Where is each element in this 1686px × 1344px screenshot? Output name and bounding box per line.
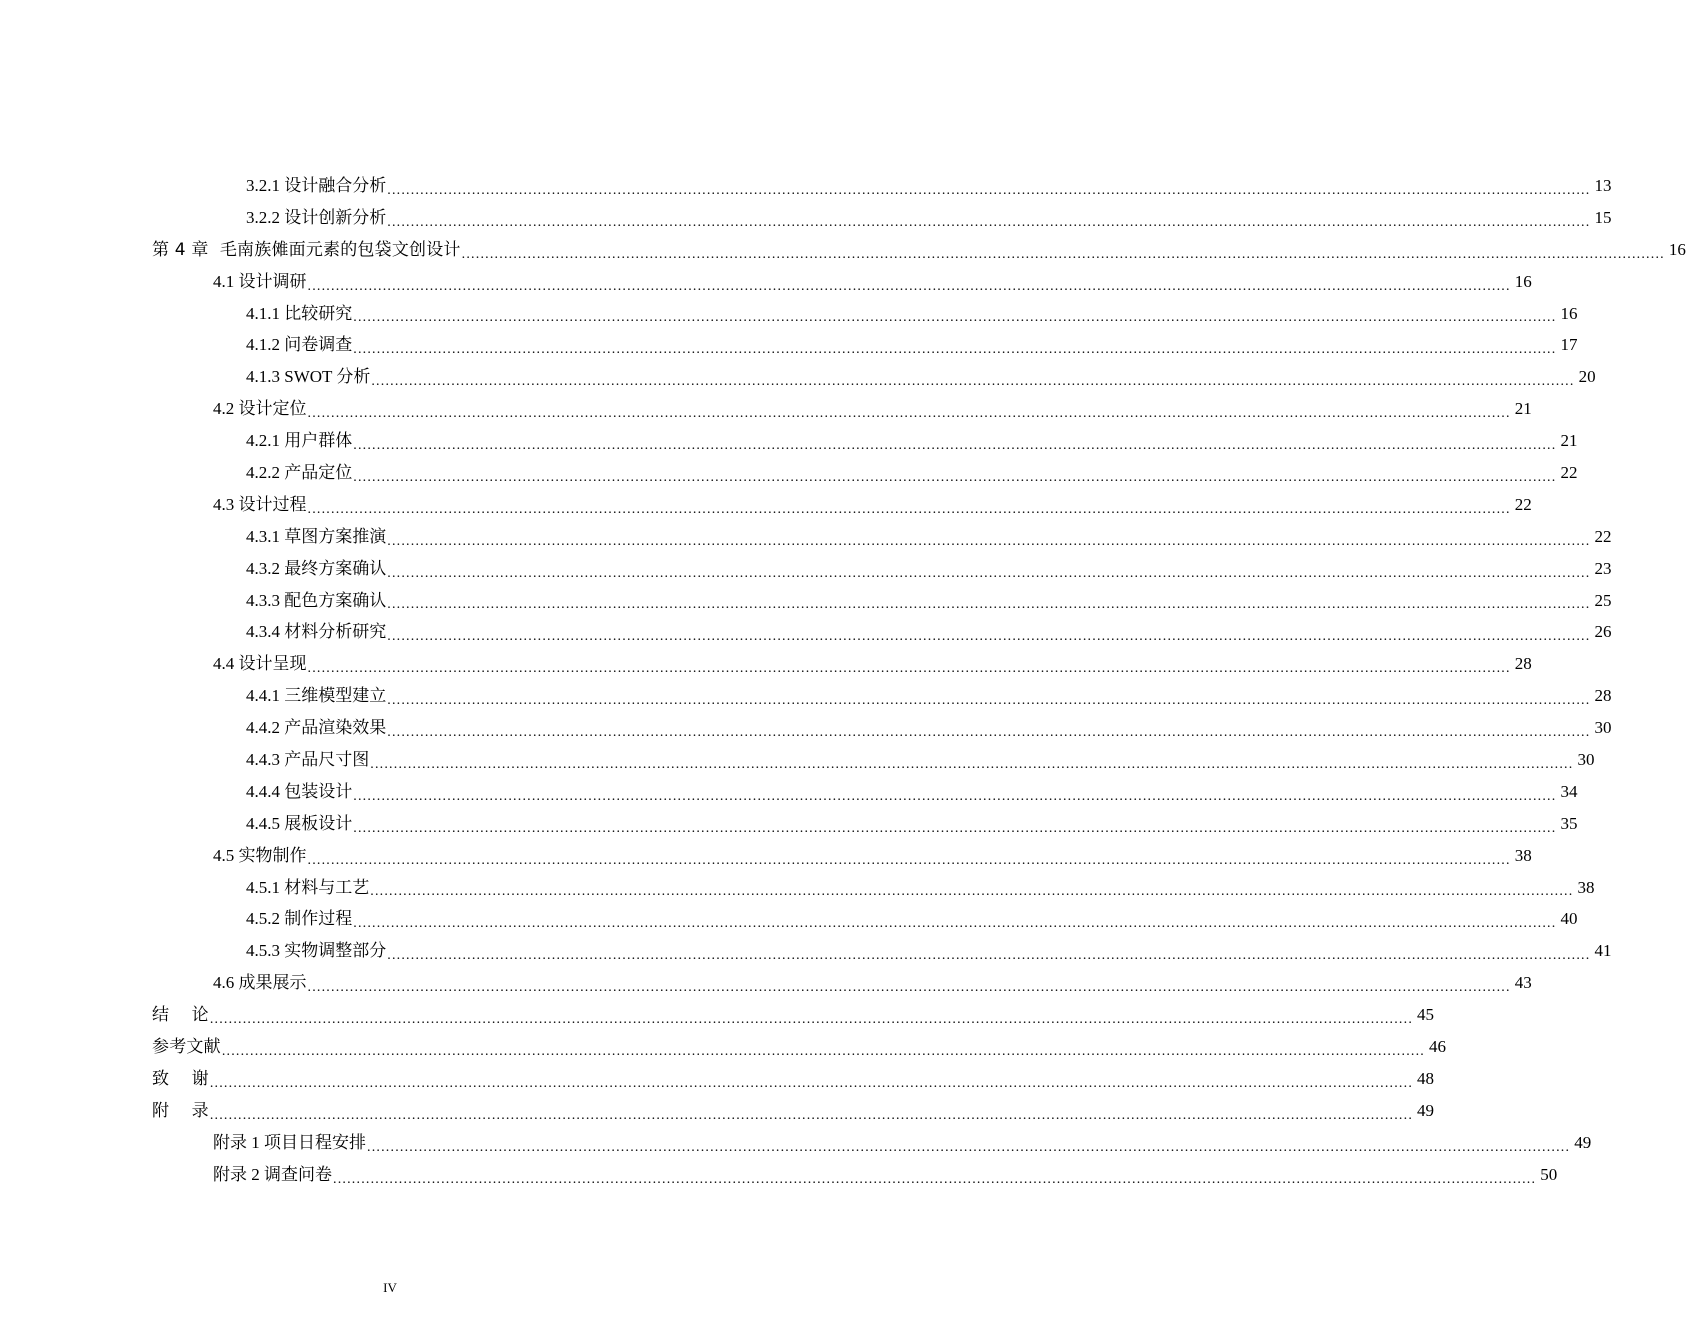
toc-entry-title: 参考文献 — [152, 1036, 221, 1057]
toc-entry-page: 25 — [1594, 590, 1612, 610]
toc-entry[interactable] — [0, 680, 1612, 712]
toc-entry-page: 40 — [1560, 909, 1578, 929]
toc-dot-leader — [387, 218, 1590, 228]
toc-dot-leader — [371, 377, 1574, 387]
toc-entry-page: 50 — [1540, 1164, 1558, 1184]
toc-entry-page: 35 — [1560, 813, 1578, 833]
toc-dot-leader — [308, 856, 1511, 866]
toc-entry-title: 附录 1 项目日程安排 — [213, 1132, 366, 1152]
toc-entry-page: 21 — [1560, 431, 1578, 451]
toc-dot-leader — [387, 537, 1590, 547]
toc-dot-leader — [370, 760, 1573, 770]
toc-entry[interactable] — [0, 840, 1532, 872]
toc-dot-leader — [353, 345, 1556, 355]
toc-entry[interactable] — [0, 425, 1578, 457]
toc-entry-page: 38 — [1514, 845, 1532, 865]
toc-entry-page: 45 — [1417, 1005, 1435, 1025]
toc-entry-page: 30 — [1594, 718, 1612, 738]
toc-entry[interactable] — [0, 967, 1532, 999]
toc-dot-leader — [353, 441, 1556, 451]
toc-entry-title: 结 论 — [152, 1005, 209, 1026]
toc-dot-leader — [210, 1111, 1413, 1121]
toc-entry-page: 43 — [1514, 973, 1532, 993]
toc-entry[interactable] — [0, 1031, 1447, 1063]
toc-entry-title: 4.1.1 比较研究 — [246, 303, 353, 323]
toc-entry[interactable] — [0, 553, 1612, 585]
toc-entry-page: 49 — [1417, 1100, 1435, 1120]
toc-entry-page: 15 — [1594, 207, 1612, 227]
toc-dot-leader — [370, 887, 1573, 897]
toc-entry[interactable] — [0, 776, 1578, 808]
toc-entry[interactable] — [0, 266, 1532, 298]
toc-dot-leader — [308, 664, 1511, 674]
toc-dot-leader — [308, 505, 1511, 515]
toc-entry-title: 4.5.1 材料与工艺 — [246, 877, 370, 897]
toc-entry-title: 附录 2 调查问卷 — [213, 1164, 332, 1184]
toc-entry[interactable] — [0, 361, 1596, 393]
toc-entry[interactable] — [0, 1095, 1435, 1127]
toc-entry-page: 22 — [1560, 462, 1578, 482]
toc-entry[interactable] — [0, 999, 1435, 1031]
toc-entry-page: 17 — [1560, 335, 1578, 355]
toc-entry-title: 附 录 — [152, 1100, 209, 1121]
toc-entry[interactable] — [0, 329, 1578, 361]
toc-entry-page: 16 — [1668, 239, 1686, 259]
toc-entry-title: 4.5.2 制作过程 — [246, 909, 353, 929]
toc-entry-title: 4.1.3 SWOT 分析 — [246, 367, 371, 387]
toc-entry-page: 49 — [1574, 1132, 1592, 1152]
toc-dot-leader — [308, 983, 1511, 993]
toc-entry-title: 4.4 设计呈现 — [213, 654, 307, 674]
toc-entry-page: 22 — [1514, 494, 1532, 514]
toc-entry-title: 4.3.4 材料分析研究 — [246, 622, 387, 642]
toc-entry-title: 3.2.2 设计创新分析 — [246, 207, 387, 227]
page-number: IV — [383, 1280, 397, 1295]
toc-entry[interactable] — [0, 457, 1578, 489]
toc-entry-page: 34 — [1560, 781, 1578, 801]
toc-entry-page: 21 — [1514, 399, 1532, 419]
toc-entry-title: 第 4 章 毛南族傩面元素的包袋文创设计 — [152, 239, 461, 260]
toc-dot-leader — [387, 186, 1590, 196]
toc-dot-leader — [353, 919, 1556, 929]
toc-dot-leader — [387, 951, 1590, 961]
toc-entry-page: 30 — [1577, 749, 1595, 769]
toc-entry-title: 4.1.2 问卷调查 — [246, 335, 353, 355]
toc-entry-page: 22 — [1594, 526, 1612, 546]
toc-entry-title: 4.4.3 产品尺寸图 — [246, 749, 370, 769]
toc-entry[interactable] — [0, 234, 1686, 266]
toc-entry-page: 28 — [1514, 654, 1532, 674]
toc-entry[interactable] — [0, 298, 1578, 330]
toc-entry-title: 3.2.1 设计融合分析 — [246, 175, 387, 195]
toc-entry-page: 46 — [1429, 1036, 1447, 1056]
toc-entry[interactable] — [0, 648, 1532, 680]
toc-entry[interactable] — [0, 872, 1595, 904]
toc-entry-title: 4.4.5 展板设计 — [246, 813, 353, 833]
toc-entry[interactable] — [0, 202, 1612, 234]
toc-entry-title: 4.1 设计调研 — [213, 271, 307, 291]
toc-entry-title: 4.2 设计定位 — [213, 399, 307, 419]
toc-dot-leader — [308, 282, 1511, 292]
toc-entry-title: 致 谢 — [152, 1068, 209, 1089]
toc-entry[interactable] — [0, 808, 1578, 840]
toc-entry-title: 4.3.3 配色方案确认 — [246, 590, 387, 610]
toc-entry[interactable] — [0, 489, 1532, 521]
toc-entry-page: 38 — [1577, 877, 1595, 897]
toc-entry-page: 26 — [1594, 622, 1612, 642]
toc-dot-leader — [353, 473, 1556, 483]
toc-dot-leader — [387, 569, 1590, 579]
toc-entry-page: 13 — [1594, 175, 1612, 195]
toc-entry[interactable] — [0, 935, 1612, 967]
toc-dot-leader — [387, 728, 1590, 738]
toc-entry-title: 4.4.4 包装设计 — [246, 781, 353, 801]
toc-entry[interactable] — [0, 712, 1612, 744]
toc-entry-page: 41 — [1594, 941, 1612, 961]
toc-entry-title: 4.2.1 用户群体 — [246, 431, 353, 451]
toc-entry-title: 4.2.2 产品定位 — [246, 462, 353, 482]
toc-dot-leader — [367, 1143, 1570, 1153]
toc-entry-title: 4.4.2 产品渲染效果 — [246, 718, 387, 738]
toc-entry[interactable] — [0, 521, 1612, 553]
toc-entry[interactable] — [0, 903, 1578, 935]
toc-dot-leader — [353, 824, 1556, 834]
toc-dot-leader — [333, 1175, 1536, 1185]
toc-dot-leader — [222, 1047, 1425, 1057]
toc-dot-leader — [462, 250, 1665, 260]
toc-entry[interactable] — [0, 585, 1612, 617]
toc-entry-page: 48 — [1417, 1068, 1435, 1088]
toc-entry[interactable] — [0, 1127, 1592, 1159]
toc-dot-leader — [210, 1079, 1413, 1089]
toc-entry[interactable] — [0, 170, 1612, 202]
table-of-contents — [0, 170, 1686, 1191]
toc-entry[interactable] — [0, 616, 1612, 648]
toc-entry[interactable] — [0, 1159, 1558, 1191]
toc-entry-title: 4.5.3 实物调整部分 — [246, 941, 387, 961]
toc-entry-title: 4.3.1 草图方案推演 — [246, 526, 387, 546]
toc-entry-title: 4.4.1 三维模型建立 — [246, 686, 387, 706]
toc-entry[interactable] — [0, 393, 1532, 425]
toc-dot-leader — [387, 632, 1590, 642]
toc-entry[interactable] — [0, 1063, 1435, 1095]
toc-entry-page: 23 — [1594, 558, 1612, 578]
toc-dot-leader — [387, 696, 1590, 706]
toc-dot-leader — [308, 409, 1511, 419]
toc-dot-leader — [353, 792, 1556, 802]
toc-entry-title: 4.6 成果展示 — [213, 973, 307, 993]
toc-entry-title: 4.5 实物制作 — [213, 845, 307, 865]
toc-dot-leader — [353, 313, 1556, 323]
toc-entry-title: 4.3 设计过程 — [213, 494, 307, 514]
toc-dot-leader — [210, 1015, 1413, 1025]
toc-entry-page: 28 — [1594, 686, 1612, 706]
toc-entry-page: 16 — [1514, 271, 1532, 291]
toc-dot-leader — [387, 600, 1590, 610]
toc-entry-page: 16 — [1560, 303, 1578, 323]
toc-entry-title: 4.3.2 最终方案确认 — [246, 558, 387, 578]
toc-entry-page: 20 — [1578, 367, 1596, 387]
toc-entry[interactable] — [0, 744, 1595, 776]
